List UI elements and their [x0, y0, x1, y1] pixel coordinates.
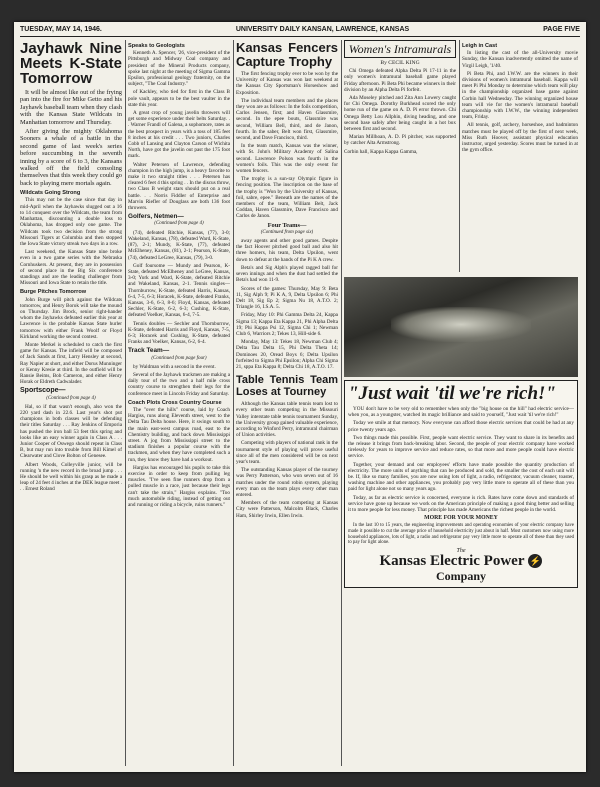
subhead-cross-country: Coach Plots Cross Country Course	[128, 399, 222, 406]
ad-heading: MORE FOR YOUR MONEY	[424, 515, 498, 522]
column-rule	[233, 40, 234, 766]
article-paragraph: This may not be the case since that day in mid-April when the Jayhawks slugged out a 16 to 14 conquest over the Wildcats, the team from Manhattan, discounting a double loss to Oklahoma, has dropped only one game. The Wildcats took two decision from the strong Missouri Tigers at Columbia and then stopped the Iowa State victory streak two days in a row.	[20, 197, 122, 247]
article-paragraph: away agents and other good games. Despite the fact Hoover pitched good ball and also hit three homers, his team, Delta Upsilon, went down to defeat at the hands of the Pi K A crew.	[236, 238, 338, 263]
continued-note: (Continued from page 4)	[154, 221, 204, 227]
ad-slogan: "Just wait 'til we're rich!"	[348, 383, 556, 404]
article-paragraph: Tennis doubles — Sechler and Thornburrow, K-State, defeated Harris and Floyd, Kansas, 7-5, 6-3; Horacek and Cushing, K-State, defeated Franks and Voelker, Kansas, 6-2, 6-4.	[128, 320, 230, 346]
article-paragraph: The outstanding Kansas player of the tourney was Perry Patterson, who won seven out of 16 matches under the round robin system, playing every man on the team plays every other man entered.	[236, 467, 338, 498]
article-paragraph: Friday, May 10: Phi Gamma Delta 24, Kappa Sigma 13; Kappa Eta Kappa 21, Phi Alpha Delta 19; Phi Kappa Psi 12, Sigma Chi 1; Newman Club 6, Warriors 2; Tekes 13, Hill-side 6.	[236, 312, 338, 337]
article-paragraph: Kenneth A. Spencer, '26, vice-president of the Pittsburgh and Midway Coal company and president of the Mineral Products company, spoke last night at the meeting of Sigma Gamma Epsilon, professional geology fraternity, on the subject, "The Coal Industry."	[128, 50, 230, 88]
column-4	[344, 40, 456, 272]
subhead-wildcats: Wildcats Going Strong	[20, 190, 81, 197]
subhead-leigh: Leigh in Cast	[462, 43, 498, 49]
column-rule	[459, 40, 460, 272]
subhead-burge: Burge Pitches Tomorrow	[20, 289, 87, 296]
article-paragraph: Marian Millhoan, A. D. Pi pitcher, was supported by catcher Alta Armstrong.	[344, 134, 456, 147]
article-paragraph: Last weekend, the Kansas State nine broke even in a two game series with the Nebraska Cornhuskers. At present, they are in possession of second place in the Big Six conference standings and are the leading challenger from Missouri and Iowa State to retain the title.	[20, 249, 122, 287]
article-paragraph: Competing with players of national rank in the tournament style of playing will prove useful since all of the men considered will be on next year's team.	[236, 440, 338, 465]
continued-note: (Continued from page six)	[260, 229, 314, 235]
ad-paragraph: In the last 10 to 15 years, the engineering improvements and operating economies of your electric company have made it possible to cut the average price of household electricity just about in half. Most customers now using more household appliances, lots of light, a radio and refrigerator pay very little more to operate all of these than they used to pay for light alone.	[348, 523, 574, 546]
subhead-four-teams: Four Teams—	[267, 221, 307, 229]
ad-paragraph: Two things made this possible. First, people want electric service. They want to share in its benefits and the release it brings from back-breaking labor. Second, the people of your electric company have worked tirelessly for years to improve service and reduce rates, so that more and more people could have electric service.	[348, 434, 574, 460]
lightning-bolt-icon: ⚡	[529, 556, 542, 567]
article-paragraph: Although the Kansas table tennis team lost to every other team competing in the Missouri Valley interstate table tennis tournament Sunday, the University group gained valuable experience, according to Winford Perry, intramural chairman of Union activities.	[236, 401, 338, 439]
women-intramurals-header: Women's Intramurals	[344, 40, 456, 58]
article-paragraph: Walter Petersen of Lawrence, defending champion in the high jump, is a heavy favorite to make it two straight titles . . . Petersen has cleared 6 feet 4 this spring . . In the discus throw, two Class B weight stars should put on a real battle. . . Norris Fiddler of Enterprise and Marvin Riefler of Douglass are both 136 foot throwers.	[128, 161, 230, 212]
article-paragraph: Albert Woods, Colleyville junior, will be running 'n the new record in the broad jump . . . He should be well within his grasp as he made a leap of 24 feet 4 inches at the DEK league meet . . . Ernest Roland	[20, 461, 122, 493]
ad-company-name: Kansas Electric Power	[379, 552, 525, 569]
article-paragraph: Scores of the games: Thursday, May 9: Beta 11, Sig Alph 9; Pi K A, 9, Delta Upsilon 6; Phi Delt 18, Sig Ep 2; Sigma Nu 18, A.T.O. 2; Triangle 16, I.S.A. 5.	[236, 285, 338, 311]
photo-caption: Corbin hall, Kappa Kappa Gamma,	[344, 148, 418, 155]
masthead-page: PAGE FIVE	[543, 26, 580, 33]
article-paragraph: (74), defeated Ritchie, Kansas, (77), 3-0; Wakeland, Kansas, (78), defeated Ward, K-State, (87), 2-1; Mundy, K-State, (77), defeated McElheney, Kansas, (81), 2-1; Pearson, K-State, (74), defeated LeGree, Kansas, (79), 3-0.	[128, 229, 230, 261]
ad-paragraph: Today we smile at that memory. Now everyone can afford those electric services that could be had at any price twenty years ago.	[348, 420, 574, 433]
article-paragraph: The individual team members and the places they won are as follows: In the foils competition, Carlos Jensen, first; and Haven Glassmire, second. In the epee bouts, Glassmire was second, William Bell, third, and de Janon, fourth. In the saber, Belt won first, Glassmire, second, and Dave Francisco, third.	[236, 97, 338, 142]
column-5	[462, 40, 578, 272]
masthead	[20, 26, 580, 37]
column-1	[20, 40, 122, 766]
ad-photo-family	[344, 277, 578, 377]
article-paragraph: The trophy is a sun-ray Olympic figure in fencing position. The inscription on the base of the trophy is "Won by the University of Kansas, foil, sabre, epee." Beneath are the names of the members of the team, William Belt, Jack Coddan, Haven Glassmire, Dave Francisco and Carlos de Janon.	[236, 176, 338, 220]
article-paragraph: A great crop of young javelin throwers will get some experience under their belts Saturday. . . Warner Frandl of Galena, a sophomore, rates as the best prospect in years with a toss of 185 feet 8 inches at his credit . . . Two juniors, Charles Cobb of Lansing and Clayton Carson of Wichita North, have got the javelin out past the 175 foot mark.	[128, 110, 230, 160]
subhead-sportscope: Sportscope—	[20, 387, 66, 395]
article-paragraph: Hal, so if that wasn't enough, also won the 220 yard dash in 22.6. Last year's shot put champions in both classes will be defending their titles Saturday . . . Ray Jenkins of Emporia has pushed the iron ball 53 feet this spring and looks like an easy winner again in Class A . . . Junior Cooper of Oswego should repeat in Class B, but may run into trouble from Bill Kimel of Clearwater and Clove Bolton of Genesee.	[20, 403, 122, 460]
ad-paragraph: Together, your demand and our employees' efforts have made possible the quantity production of electricity. The more units of anything that can be produced and sold, the smaller the cost of each unit will be. If, like so many families, you are now using lots of light, a radio, refrigerator, vacuum cleaner, toaster, washing machine and other appliances, you probably pay very little more to operate all of these than you paid for light alone not so many years ago.	[348, 461, 574, 493]
article-paragraph: John Burge will pitch against the Wildcats tomorrow, and Henry Borok will take the mound on Thursday. Jim Brock, senior right-hander whom the Jayhawks defeated earlier this year at Lawrence is the probable Kansas State hurler tomorrow with either Frank Woolf or Floyd Kirkland working the second contest.	[20, 296, 122, 340]
article-paragraph: by Waldman with a second in the event.	[133, 363, 216, 370]
article-paragraph: Beta's and Sig Alph's played ragged ball for seven innings and when the dust had settled the Beta's had won 11-9.	[236, 264, 338, 284]
article-paragraph: Members of the team competing at Kansas City were Patterson, Malcolm Black, Charles Ham, Shirley Irwin, Ellen Irwin.	[236, 500, 338, 519]
article-intro: It will be almost like out of the frying pan into the fire for Mike Getto and his Jayhawk baseball team when they clash with the Kansas State Wildcats in Manhattan tomorrow and Thursday.	[20, 89, 122, 126]
article-paragraph: Ada Moseley pitched and Zita Ann Lowery caught for Chi Omega. Dorothy Burkhead scored the only home run of the game on A. D. Pi error thrown. Chi Omega Betty Lou Allphin, diving heading, and one second base safely after being caught in a hot box between first and second.	[344, 95, 456, 133]
continued-note: (Continued from page 4)	[46, 395, 96, 401]
article-paragraph: Hargiss has encouraged his pupils to take this exercise in order to keep from pulling leg muscles. "I've seen fine runners drop from a pulled muscle in a race, just because their legs can't take the strain," Hargiss explains. "Too much automobile riding, instead of getting out and running or riding a bicycle, ruins runners."	[128, 464, 230, 509]
subhead-golfers: Golfers, Netmen—	[128, 213, 184, 221]
article-paragraph: In listing the cast of the all-University movie Sunday, the Kansan inadvertently omitted the name of Virgil Leigh, '1/40.	[462, 50, 578, 69]
article-paragraph: In the team match, Kansas was the winner, with St. John's Military Academy of Salina second. Lawrence Polson was fourth in the women's foils. This was the only event for women fencers.	[236, 143, 338, 175]
ad-box	[344, 380, 578, 588]
article-paragraph: Monday, May 13: Tekes 18, Newman Club 4; Delta Tau Delta 15, Phi Delta Theta 14; Dominoes 20, Oread Boys 6; Delta Upsilon forfeited to Sigma Phi Epsilon; Alpha Chi Sigma 21, sppa Eta Kappa 8; Delta Chi 18, A.T.O. 17.	[236, 339, 338, 370]
article-paragraph: Monte Merkel is scheduled to catch the first game for Kansas. The infield will be composed of Jack Sands at first, Larry Hensley at second, Ray Napier at short, and either Dorus Munninger or Kenny Kresie at third. In the outfield will be Ransie Beims, Bob Cameron, and either Henry Horak or Eldreth Cadwalader.	[20, 341, 122, 386]
newspaper-page	[14, 22, 586, 772]
column-rule	[125, 40, 126, 766]
ad-company-suffix: Company	[435, 568, 486, 583]
article-paragraph: The "over the hills" course, laid by Coach Hargiss, runs along Eleventh street, west to the Delta Tau Delta house. Here, it swings south to the main east-west campus road, east to the Chemistry building, and back down Mississippi street. A jog from Mississippi street to the stadium finishes a popular course with the trackmen, and when they have completed such a run, they know they have had a workout.	[128, 406, 230, 463]
ad-paragraph: Today, as far as electric service is concerned, everyone is rich. Rates have come down and standards of service have gone up because we work on the American principle of making a good thing better and selling it to more people for less money. That principle has made Americans the richest people in the world.	[348, 494, 574, 514]
masthead-date: TUESDAY, MAY 14, 1946.	[20, 26, 102, 33]
headline-fencers: Kansas Fencers Capture Trophy	[236, 40, 338, 69]
headline-table-tennis: Table Tennis Team Loses at Tourney	[236, 374, 338, 399]
column-rule	[341, 40, 342, 766]
article-paragraph: After giving the mighty Oklahoma Sooners a whale of a battle in the second game of last week's series before succumbing in the seventh inning by a score of 6 to 3, the Kansans walked off the field consoling themselves that this week they could go back to playing mere mortals again.	[20, 128, 122, 187]
column-2	[128, 40, 230, 766]
article-paragraph: of Kackley, who tied for first in the Class B pole vault, appears to be the best vaulter in the state this year.	[128, 89, 230, 108]
headline-jayhawk-nine: Jayhawk Nine Meets K-State Tomorrow	[20, 40, 122, 87]
ad-the: The	[456, 547, 466, 554]
byline: By CECIL KING	[380, 60, 420, 66]
subhead-geologists: Speaks to Geologists	[128, 43, 185, 49]
article-paragraph: The first fencing trophy ever to be won by the University of Kansas was won last weekend at the Kansas City Sportsman's Horseshow and Exposition.	[236, 71, 338, 96]
ad-paragraph: YOU don't have to be very old to remember when only the "big house on the hill" had electric service—when you, as a youngster, watched its magic brilliance and said to yourself, "Just wait 'til we're rich!"	[348, 406, 574, 419]
column-3	[236, 40, 338, 766]
article-paragraph: Several of the Jayhawk trackmen are making a daily tour of the two and a half mile cross country course to strengthen their legs for the conference meet in Lincoln Friday and Saturday.	[128, 371, 230, 397]
continued-note: (Continued from page four)	[151, 355, 207, 361]
article-paragraph: Chi Omega defeated Alpha Delta Pi 17-11 in the only women's intramural baseball game played Friday afternoon. Pi Beta Phi became winners in their division by an Alpha Delta Pi forfeit.	[344, 68, 456, 93]
article-paragraph: Golf foursome — Mundy and Pearson, K-State, defeated McElheney and LeGree, Kansas, 3-0; York and Ward, K-State, defeated Ritchie and Wakeland, Kansas, 2-1. Tennis singles—Thornburrow, K-State, defeated Harris, Kansas, 6-4, 7-5, 6-3; Horacek, K-State, defeated Franks, Kansas, 3-6, 6-3, 8-6; Floyd, Kansas, defeated Sechler, K-State, 6-2, 6-3; Cushing, K-State, defeated Voelker, Kansas, 6-4, 7-5.	[128, 262, 230, 319]
article-paragraph: All tennis, golf, archery, horseshoe, and badminton matches must be played off by the first of next week, Miss Ruth Hoover, assistant physical education instructor, urged yesterday. Scores must be turned in at the gym office.	[462, 122, 578, 154]
masthead-paper: UNIVERSITY DAILY KANSAN, LAWRENCE, KANSAS	[235, 26, 410, 33]
advertisement	[344, 274, 578, 766]
subhead-track-team: Track Team—	[128, 347, 170, 355]
article-paragraph: Pi Beta Phi, and I.W.W. are the winners in their divisions of women's intramural baseball. Kappa will meet Pi Phi Monday to determine which team will play in the championship organized base game against Corbin hall Wednesday. The winning organized house team will vie for the women's intramural baseball championship with I.W.W., the winning independent team, Friday.	[462, 70, 578, 121]
